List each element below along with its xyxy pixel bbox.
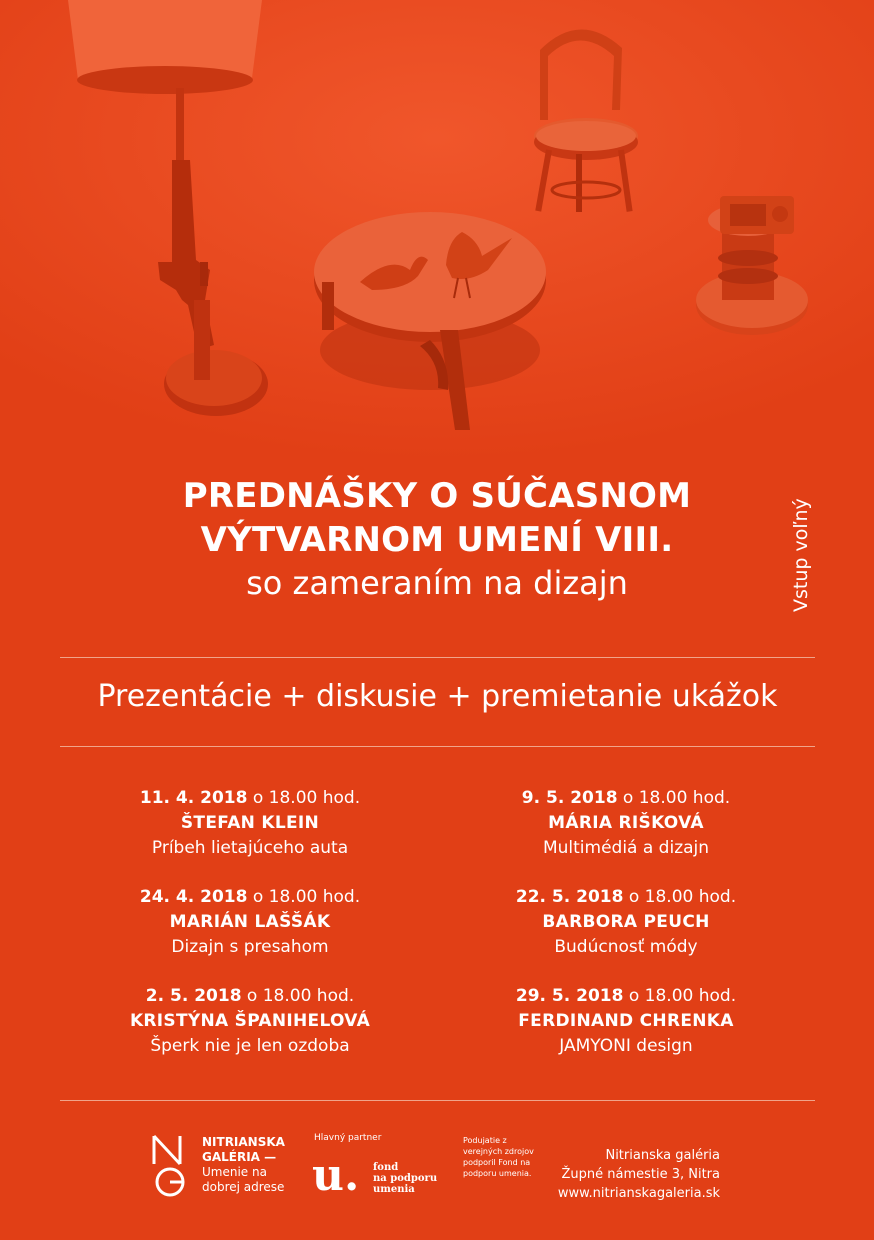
lecture-topic: Príbeh lietajúceho auta	[151, 838, 349, 858]
lecture-speaker: FERDINAND CHRENKA	[518, 1011, 734, 1031]
lecture-time: o 18.00 hod.	[247, 887, 361, 907]
lecture-speaker: MÁRIA RIŠKOVÁ	[548, 813, 704, 833]
gallery-tagline-line-2: dobrej adrese	[202, 1180, 285, 1194]
address-street: Župné námestie 3, Nitra	[561, 1167, 720, 1182]
gallery-tagline-line-1: Umenie na	[202, 1165, 267, 1179]
fond-name-line-1: fond	[373, 1162, 399, 1173]
fond-name	[373, 1162, 437, 1195]
lecture-time: o 18.00 hod.	[623, 887, 737, 907]
lecture-item	[60, 786, 440, 861]
website-link[interactable]: www.nitrianskagaleria.sk	[557, 1186, 720, 1201]
address-name: Nitrianska galéria	[605, 1148, 720, 1163]
title-block	[60, 474, 814, 604]
divider-top	[60, 657, 815, 658]
lecture-time: o 18.00 hod.	[241, 986, 355, 1006]
gallery-address	[558, 1146, 720, 1203]
fond-name-line-2: na podporu	[373, 1173, 438, 1184]
fond-logo-icon: u.	[312, 1150, 360, 1201]
subtitle: so zameraním na dizajn	[246, 564, 628, 602]
title-line-2: VÝTVARNOM UMENÍ VIII.	[200, 520, 674, 560]
hero-illustration	[0, 0, 874, 460]
lecture-speaker: BARBORA PEUCH	[542, 912, 710, 932]
partner-label: Hlavný partner	[314, 1133, 382, 1143]
lecture-time: o 18.00 hod.	[247, 788, 361, 808]
program-format: Prezentácie + diskusie + premietanie ukážok	[97, 679, 778, 714]
lecture-date: 22. 5. 2018	[515, 887, 624, 907]
lecture-schedule	[60, 786, 815, 1076]
lecture-date: 29. 5. 2018	[515, 986, 624, 1006]
gallery-name-line-1: NITRIANSKA	[202, 1135, 285, 1149]
lecture-item	[436, 885, 816, 960]
gallery-name-line-2: GALÉRIA —	[202, 1150, 277, 1164]
fond-name-line-3: umenia	[373, 1184, 415, 1195]
free-entry-note: Vstup voľný	[790, 498, 812, 612]
lecture-time: o 18.00 hod.	[617, 788, 731, 808]
lecture-time: o 18.00 hod.	[623, 986, 737, 1006]
divider-middle	[60, 746, 815, 747]
ng-logo-icon	[150, 1134, 190, 1198]
lecture-date: 2. 5. 2018	[145, 986, 242, 1006]
lecture-date: 9. 5. 2018	[521, 788, 618, 808]
footer	[0, 1100, 874, 1240]
lecture-topic: Multimédiá a dizajn	[542, 838, 710, 858]
lecture-topic: Budúcnosť módy	[554, 937, 698, 957]
lecture-date: 24. 4. 2018	[139, 887, 248, 907]
lecture-topic: Šperk nie je len ozdoba	[150, 1036, 350, 1056]
lecture-topic: Dizajn s presahom	[171, 937, 329, 957]
lecture-item	[60, 984, 440, 1059]
title-line-1: PREDNÁŠKY O SÚČASNOM	[182, 476, 692, 516]
lecture-speaker: ŠTEFAN KLEIN	[180, 813, 320, 833]
lecture-topic: JAMYONI design	[559, 1036, 693, 1056]
lecture-item	[436, 786, 816, 861]
gallery-name	[202, 1135, 285, 1195]
lecture-item	[436, 984, 816, 1059]
support-note: Podujatie z verejných zdrojov podporil Fond na podporu umenia.	[463, 1136, 534, 1178]
lecture-speaker: MARIÁN LAŠŠÁK	[169, 912, 331, 932]
lecture-speaker: KRISTÝNA ŠPANIHELOVÁ	[129, 1011, 371, 1031]
lecture-item	[60, 885, 440, 960]
lecture-date: 11. 4. 2018	[139, 788, 248, 808]
